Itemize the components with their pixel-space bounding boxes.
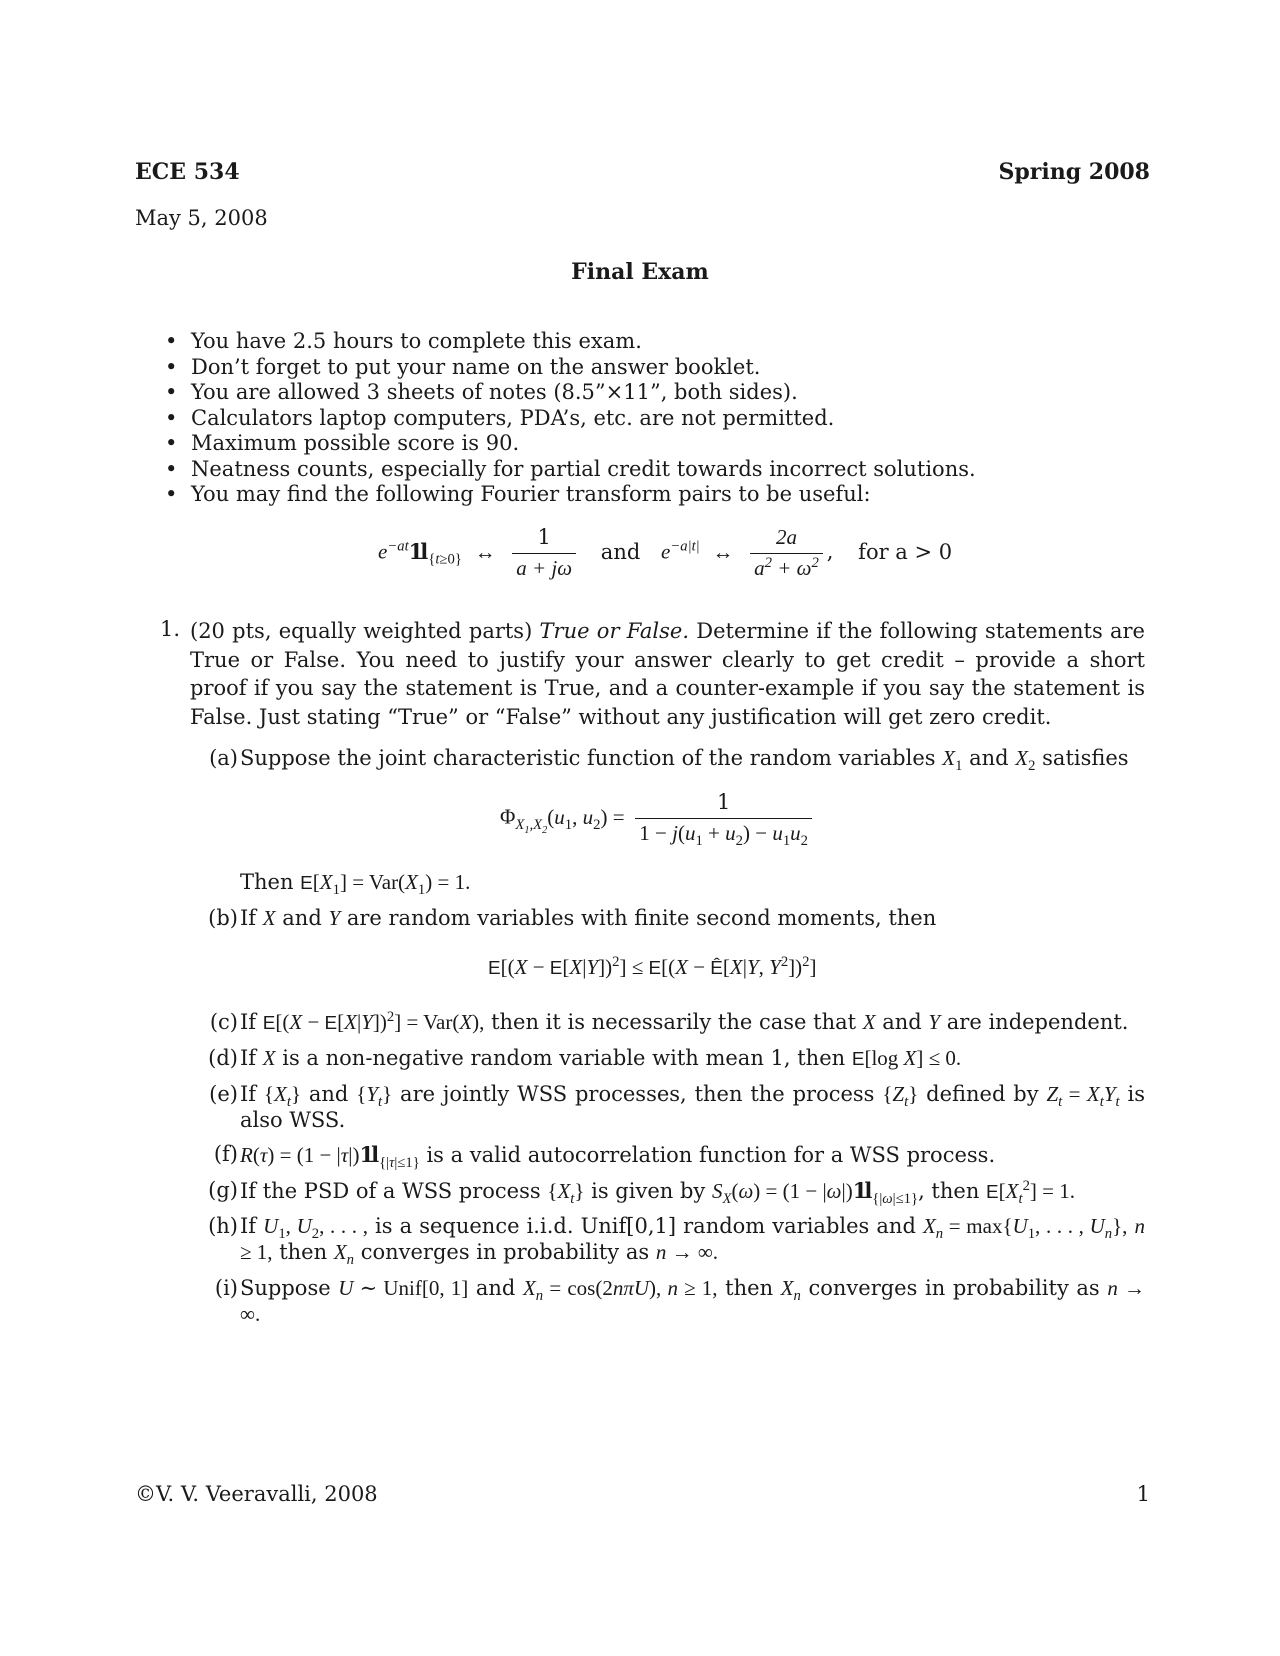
question-part-i: (i) Suppose U ∼ Unif[0, 1] and $X_n = \cos(2n\pi U)$, n ≥ 1, then $X_n$ converges in probability as n → ∞. xyxy=(214,1276,1146,1326)
instruction-item: • Don’t forget to put your name on the answer booklet. xyxy=(165,354,761,379)
page-number: 1 xyxy=(1136,1482,1150,1506)
question-part-c: (c) If $E[(X - E[X|Y])^2] = Var(X)$, then it is necessarily the case that X and Y are independent. xyxy=(209,1009,1129,1034)
question-part-b: (b) If X and Y are random variables with finite second moments, then xyxy=(208,906,937,930)
fraction: $\frac{1}{1 - j(u_1 + u_2) - u_1u_2}$ xyxy=(635,790,812,846)
course-code: ECE 534 xyxy=(135,159,240,185)
question-part-d: (d) If X is a non-negative random variable with mean 1, then E[log X] ≤ 0. xyxy=(208,1046,962,1070)
question-part-a: (a) Suppose the joint characteristic function of the random variables $X_1$ and $X_2$ satisfies xyxy=(209,746,1129,775)
question-part-f: (f) R(τ) = (1 − |τ|)1l $_{\{|\tau|\le 1\}}$ is a valid autocorrelation function for a WSS process. xyxy=(213,1142,996,1172)
bullet-icon: • xyxy=(165,431,178,455)
fourier-pairs-equation: $e^{-at}1l$ $_{\{t\ge 0\}}$ ↔ $\frac{1}{a + j\omega}$ and $e^{-a|t|}$ ↔ $\frac{2a}{a^2 + \omega^2}$ , for a > 0 xyxy=(378,525,953,580)
bullet-icon: • xyxy=(165,354,178,379)
bullet-icon: • xyxy=(165,405,178,430)
instruction-item: • Neatness counts, especially for partial credit towards incorrect solutions. xyxy=(165,456,976,481)
instruction-item: • Maximum possible score is 90. xyxy=(165,431,520,455)
instruction-item: • You are allowed 3 sheets of notes (8.5”×11”, both sides). xyxy=(165,380,798,404)
term: Spring 2008 xyxy=(998,159,1150,185)
question-part-e: (e) If $\{X_t\}$ and $\{Y_t\}$ are jointly WSS processes, then the process $\{Z_t\}$ defined by $Z_t = X_tY_t$ is also WSS. xyxy=(209,1082,1145,1132)
fraction: $\frac{2a}{a^2 + \omega^2}$ xyxy=(750,525,823,581)
mmse-inequality: $E[(X - E[X|Y])^2] \le E[(X$ − Ê[X|Y, $Y^2])^2$] xyxy=(488,954,817,979)
fraction: $\frac{1}{a + j\omega}$ xyxy=(512,525,576,581)
bullet-icon: • xyxy=(165,380,178,404)
exam-date: May 5, 2008 xyxy=(135,206,268,230)
copyright-notice: ©V. V. Veeravalli, 2008 xyxy=(135,1482,378,1506)
part-a-conclusion: Then $E[X_1] = Var(X_1) = 1$. xyxy=(240,870,471,899)
instruction-item: • Calculators laptop computers, PDA’s, etc. are not permitted. xyxy=(165,405,835,430)
question-part-g: (g) If the PSD of a WSS process $\{X_t\}$ is given by $S_X(\omega) = (1 - |\omega|)1l$ $_{\{|\omega|\le 1\}}$, then $E[X_t^2] = 1$. xyxy=(208,1178,1075,1208)
instructions-list xyxy=(165,329,1125,508)
instruction-item: • You may find the following Fourier transform pairs to be useful: xyxy=(165,482,871,506)
instruction-item: • You have 2.5 hours to complete this exam. xyxy=(165,329,642,353)
bullet-icon: • xyxy=(165,482,178,506)
page-title: Final Exam xyxy=(571,259,709,285)
bullet-icon: • xyxy=(165,456,178,481)
question-1: 1. (20 pts, equally weighted parts) True or False. Determine if the following statements are True or False. You need to justify your answer clearly to get credit – provide a short proof if you say the statement is True, and a counter-example if you say the statement is False. Just stating “True” or “False” without any justification will get zero credit. xyxy=(160,617,1145,729)
bullet-icon: • xyxy=(165,329,178,353)
characteristic-function-equation: $\Phi_{X_1,X_2}(u_1$, $u_2$) = $\frac{1}{1 - j(u_1 + u_2) - u_1u_2}$ xyxy=(500,790,816,846)
question-part-h: (h) If $U_1$, $U_2$, . . . , is a sequence i.i.d. Unif[0,1] random variables and $X_n = \max\{U_1$, . . . , $U_n$}, n ≥ 1, then $X_n$ converges in probability as n → ∞. xyxy=(208,1214,1145,1268)
